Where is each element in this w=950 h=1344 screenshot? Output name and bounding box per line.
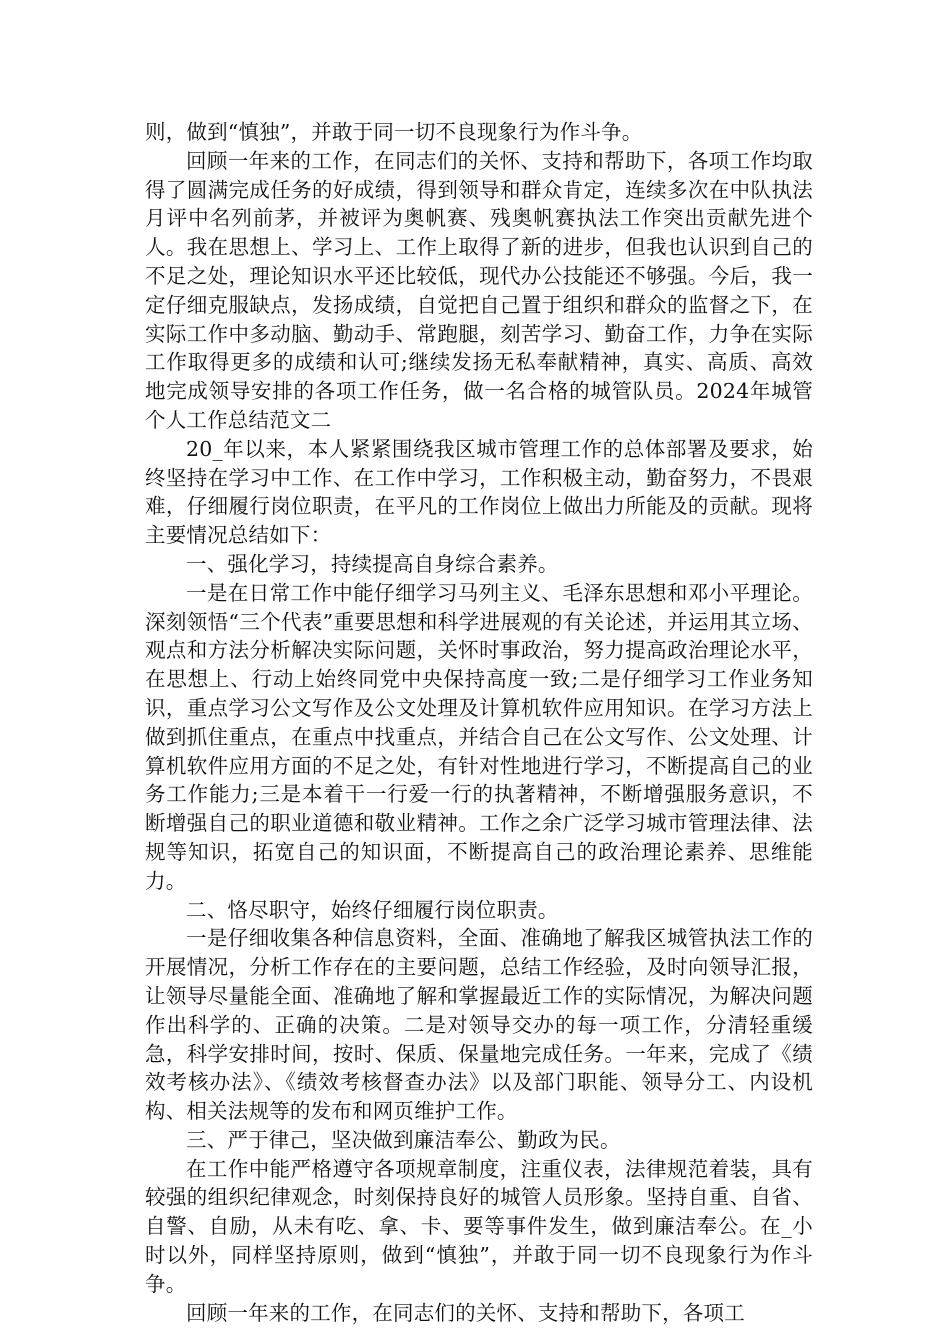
paragraph-review: 回顾一年来的工作，在同志们的关怀、支持和帮助下，各项工作均取得了圆满完成任务的好成绩，得到领导和群众肯定，连续多次在中队执法月评中名列前茅，并被评为奥帆赛、残奥帆赛执法工作突出贡献先进个人。我在思想上、学习上、工作上取得了新的进步，但我也认识到自己的不足之处，理论知识水平还比较低，现代办公技能还不够强。今后，我一定仔细克服缺点，发扬成绩，自觉把自己置于组织和群众的监督之下，在实际工作中多动脑、勤动手、常跑腿，刻苦学习、勤奋工作，力争在实际工作取得更多的成绩和认可;继续发扬无私奉献精神，真实、高质、高效地完成领导安排的各项工作任务，做一名合格的城管队员。2024年城管个人工作总结范文二 — [145, 148, 813, 432]
document-body — [145, 118, 813, 1327]
section-heading-2: 二、恪尽职守，始终仔细履行岗位职责。 — [186, 897, 559, 922]
paragraph-duties: 一是仔细收集各种信息资料，全面、准确地了解我区城管执法工作的开展情况，分析工作存在的主要问题，总结工作经验，及时向领导汇报，让领导尽量能全面、准确地了解和掌握最近工作的实际情况，为解决问题作出科学的、正确的决策。二是对领导交办的每一项工作，分清轻重缓急，科学安排时间，按时、保质、保量地完成任务。一年来，完成了《绩效考核办法》、《绩效考核督查办法》以及部门职能、领导分工、内设机构、相关法规等的发布和网页维护工作。 — [145, 926, 813, 1124]
paragraph-study: 一是在日常工作中能仔细学习马列主义、毛泽东思想和邓小平理论。深刻领悟“三个代表”重要思想和科学进展观的有关论述，并运用其立场、观点和方法分析解决实际问题，关怀时事政治，努力提高政治理论水平，在思想上、行动上始终同党中央保持高度一致;二是仔细学习工作业务知识，重点学习公文写作及公文处理及计算机软件应用知识。在学习方法上做到抓住重点，在重点中找重点，并结合自己在公文写作、公文处理、计算机软件应用方面的不足之处，有针对性地进行学习，不断提高自己的业务工作能力;三是本着干一行爱一行的执著精神，不断增强服务意识，不断增强自己的职业道德和敬业精神。工作之余广泛学习城市管理法律、法规等知识，拓宽自己的知识面，不断提高自己的政治理论素养、思维能力。 — [145, 580, 813, 893]
section-heading-3: 三、严于律己，坚决做到廉洁奉公、勤政为民。 — [186, 1127, 621, 1152]
paragraph-review-truncated: 回顾一年来的工作，在同志们的关怀、支持和帮助下，各项工 — [186, 1300, 745, 1325]
section-heading-1: 一、强化学习，持续提高自身综合素养。 — [186, 551, 559, 576]
paragraph-intro: 20_年以来，本人紧紧围绕我区城市管理工作的总体部署及要求，始终坚持在学习中工作、在工作中学习，工作积极主动，勤奋努力，不畏艰难，仔细履行岗位职责，在平凡的工作岗位上做出力所能及的贡献。现将主要情况总结如下： — [145, 436, 813, 548]
paragraph-discipline: 在工作中能严格遵守各项规章制度，注重仪表，法律规范着装，具有较强的组织纪律观念，时刻保持良好的城管人员形象。坚持自重、自省、自警、自励，从未有吃、拿、卡、要等事件发生，做到廉洁奉公。在_小时以外，同样坚持原则，做到“慎独”，并敢于同一切不良现象行为作斗争。 — [145, 1156, 813, 1296]
paragraph-continuation: 则，做到“慎独”，并敢于同一切不良现象行为作斗争。 — [145, 120, 643, 144]
